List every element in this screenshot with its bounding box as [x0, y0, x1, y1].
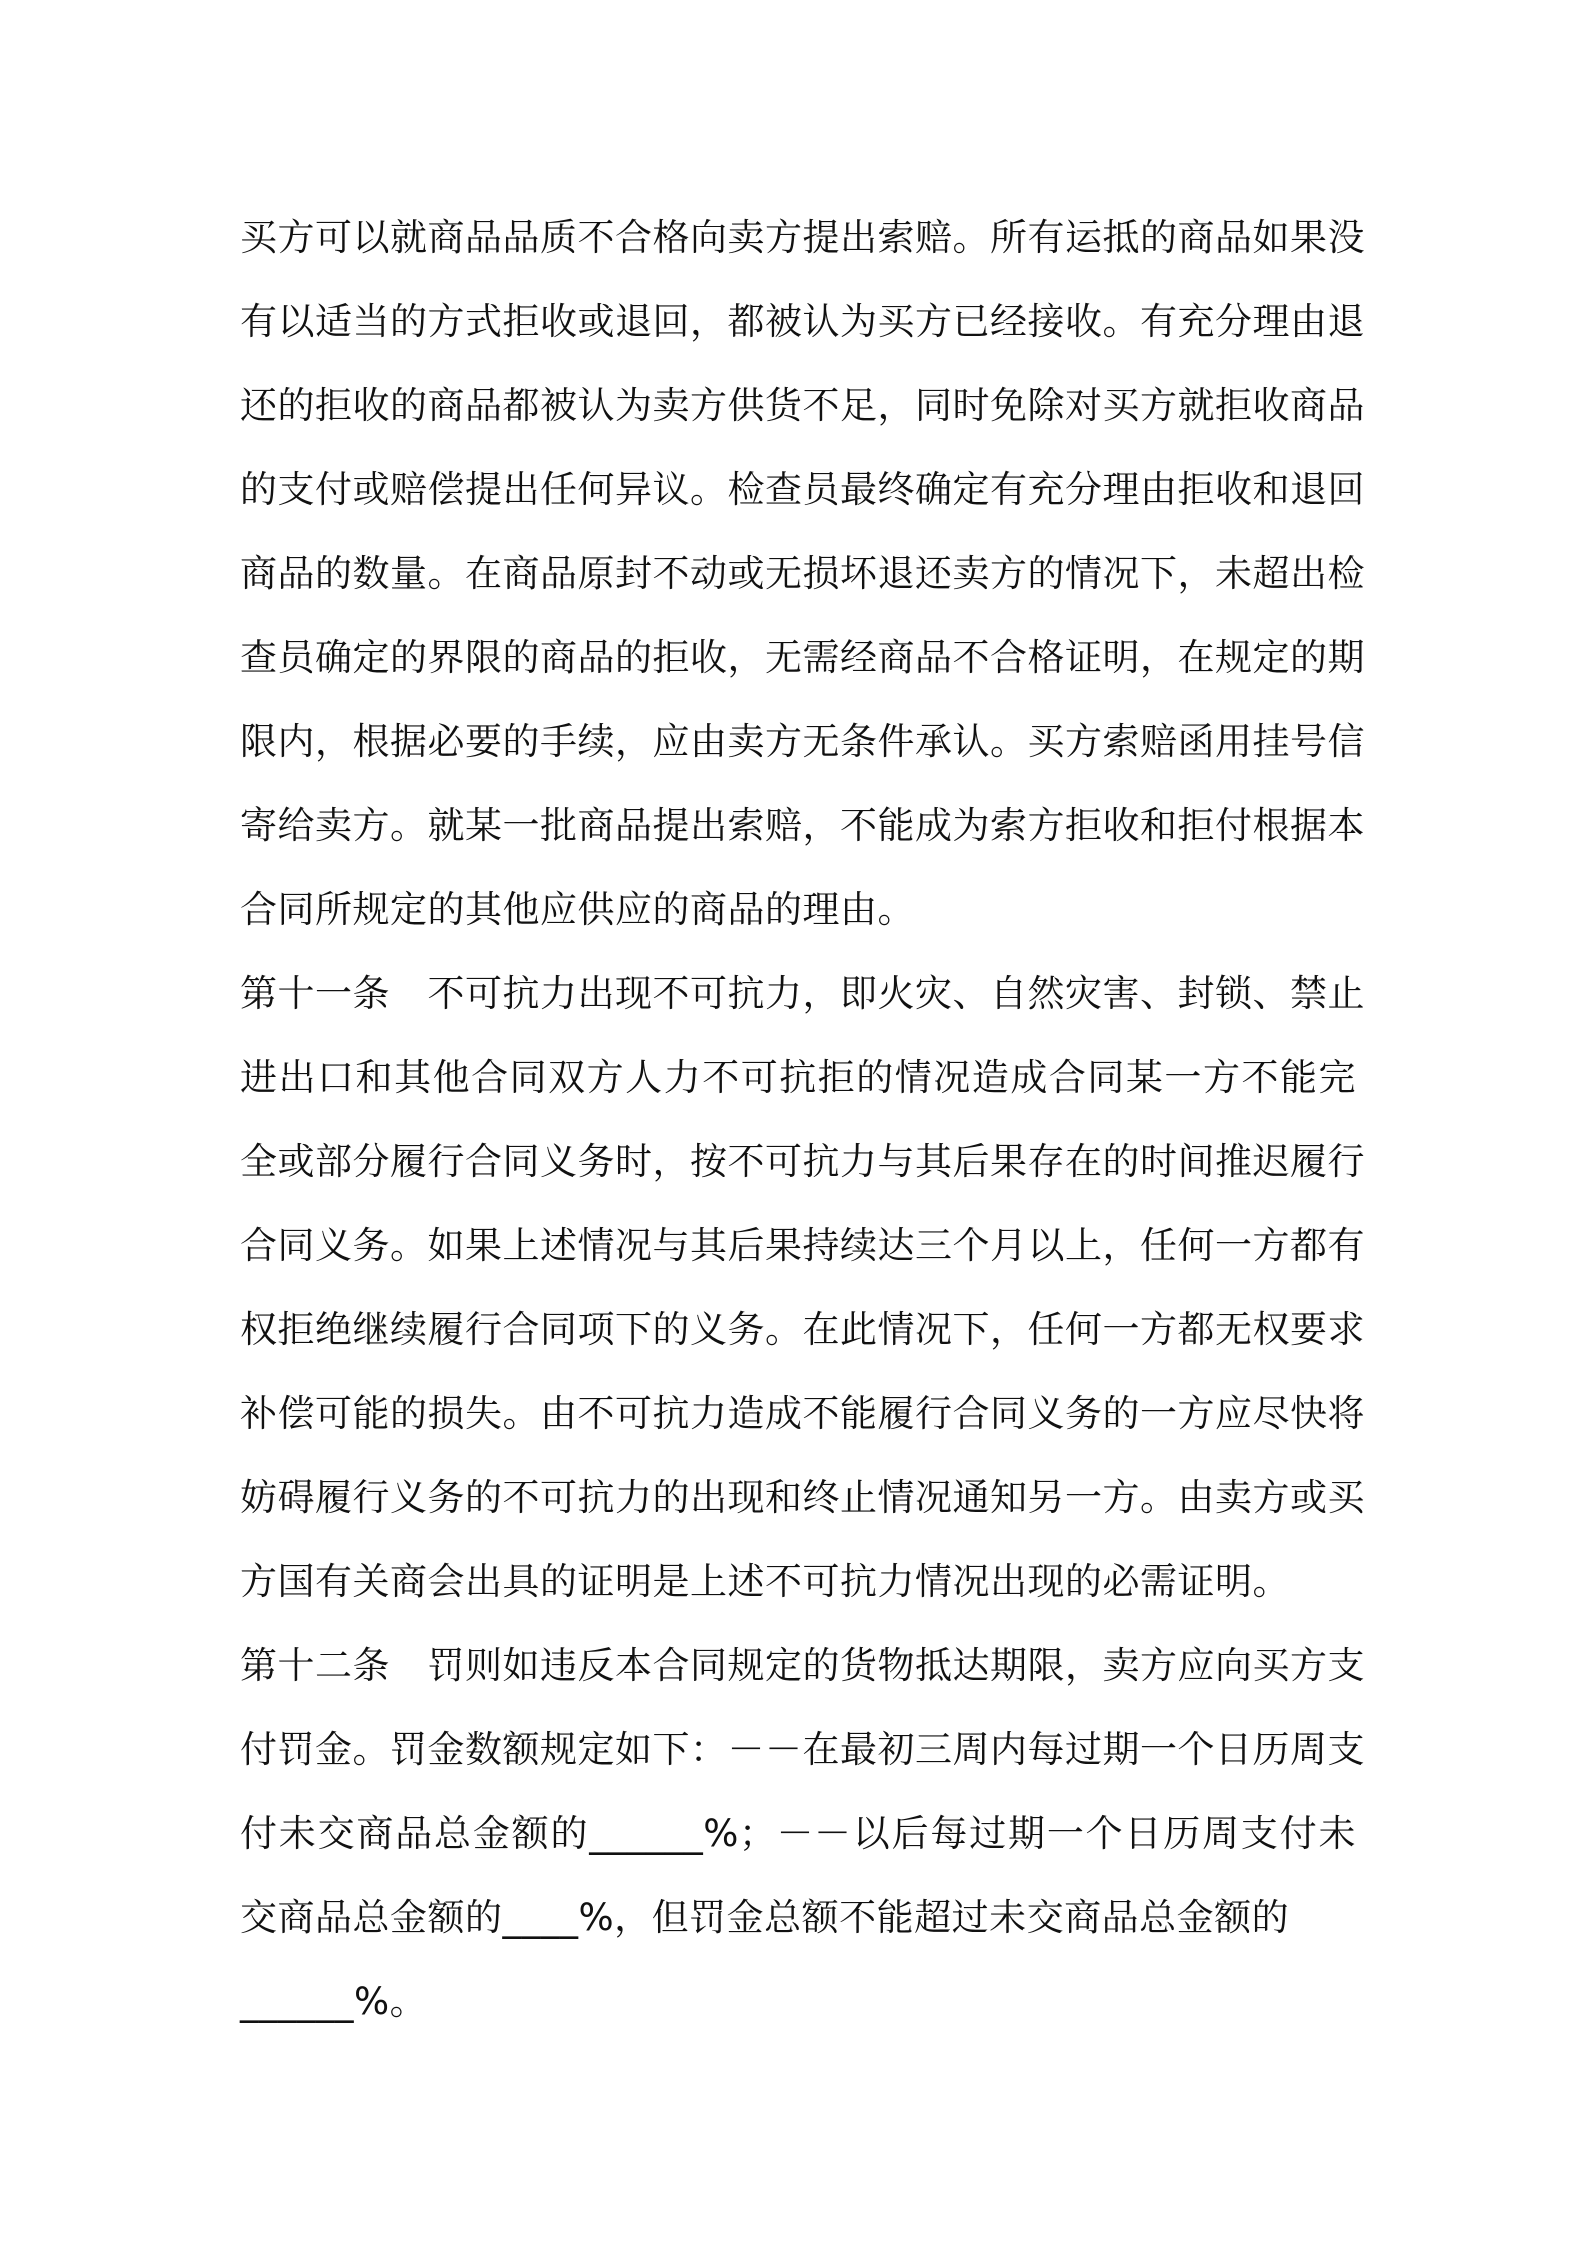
text-line: 商品的数量。在商品原封不动或无损坏退还卖方的情况下，未超出检: [240, 552, 1365, 595]
text-line: 付未交商品总金额的______%；－－以后每过期一个日历周支付未: [240, 1812, 1356, 1855]
text-line: 有以适当的方式拒收或退回，都被认为买方已经接收。有充分理由退: [240, 300, 1365, 343]
text-line: 买方可以就商品品质不合格向卖方提出索赔。所有运抵的商品如果没: [240, 216, 1365, 259]
text-line: 交商品总金额的____%，但罚金总额不能超过未交商品总金额的: [240, 1896, 1290, 1939]
document-body: [240, 196, 1365, 2044]
text-line: 第十二条 罚则如违反本合同规定的货物抵达期限，卖方应向买方支: [240, 1644, 1365, 1687]
text-line: 还的拒收的商品都被认为卖方供货不足，同时免除对买方就拒收商品: [240, 384, 1365, 427]
text-line: 限内，根据必要的手续，应由卖方无条件承认。买方索赔函用挂号信: [240, 720, 1365, 763]
text-line: 方国有关商会出具的证明是上述不可抗力情况出现的必需证明。: [240, 1560, 1290, 1603]
article-11-force-majeure: [240, 952, 1365, 1624]
text-line: 合同所规定的其他应供应的商品的理由。: [240, 888, 915, 931]
text-line: 查员确定的界限的商品的拒收，无需经商品不合格证明，在规定的期: [240, 636, 1365, 679]
text-line: 全或部分履行合同义务时，按不可抗力与其后果存在的时间推迟履行: [240, 1140, 1365, 1183]
paragraph-claims: [240, 196, 1365, 952]
text-line: 妨碍履行义务的不可抗力的出现和终止情况通知另一方。由卖方或买: [240, 1476, 1365, 1519]
text-line: 寄给卖方。就某一批商品提出索赔，不能成为索方拒收和拒付根据本: [240, 804, 1365, 847]
text-line: 第十一条 不可抗力出现不可抗力，即火灾、自然灾害、封锁、禁止: [240, 972, 1365, 1015]
text-line: 权拒绝继续履行合同项下的义务。在此情况下，任何一方都无权要求: [240, 1308, 1365, 1351]
text-line: ______%。: [240, 1980, 428, 2023]
text-line: 合同义务。如果上述情况与其后果持续达三个月以上，任何一方都有: [240, 1224, 1365, 1267]
text-line: 付罚金。罚金数额规定如下：－－在最初三周内每过期一个日历周支: [240, 1728, 1365, 1771]
text-line: 的支付或赔偿提出任何异议。检查员最终确定有充分理由拒收和退回: [240, 468, 1365, 511]
text-line: 进出口和其他合同双方人力不可抗拒的情况造成合同某一方不能完: [240, 1056, 1356, 1099]
article-12-penalties: [240, 1624, 1365, 2044]
text-line: 补偿可能的损失。由不可抗力造成不能履行合同义务的一方应尽快将: [240, 1392, 1365, 1435]
